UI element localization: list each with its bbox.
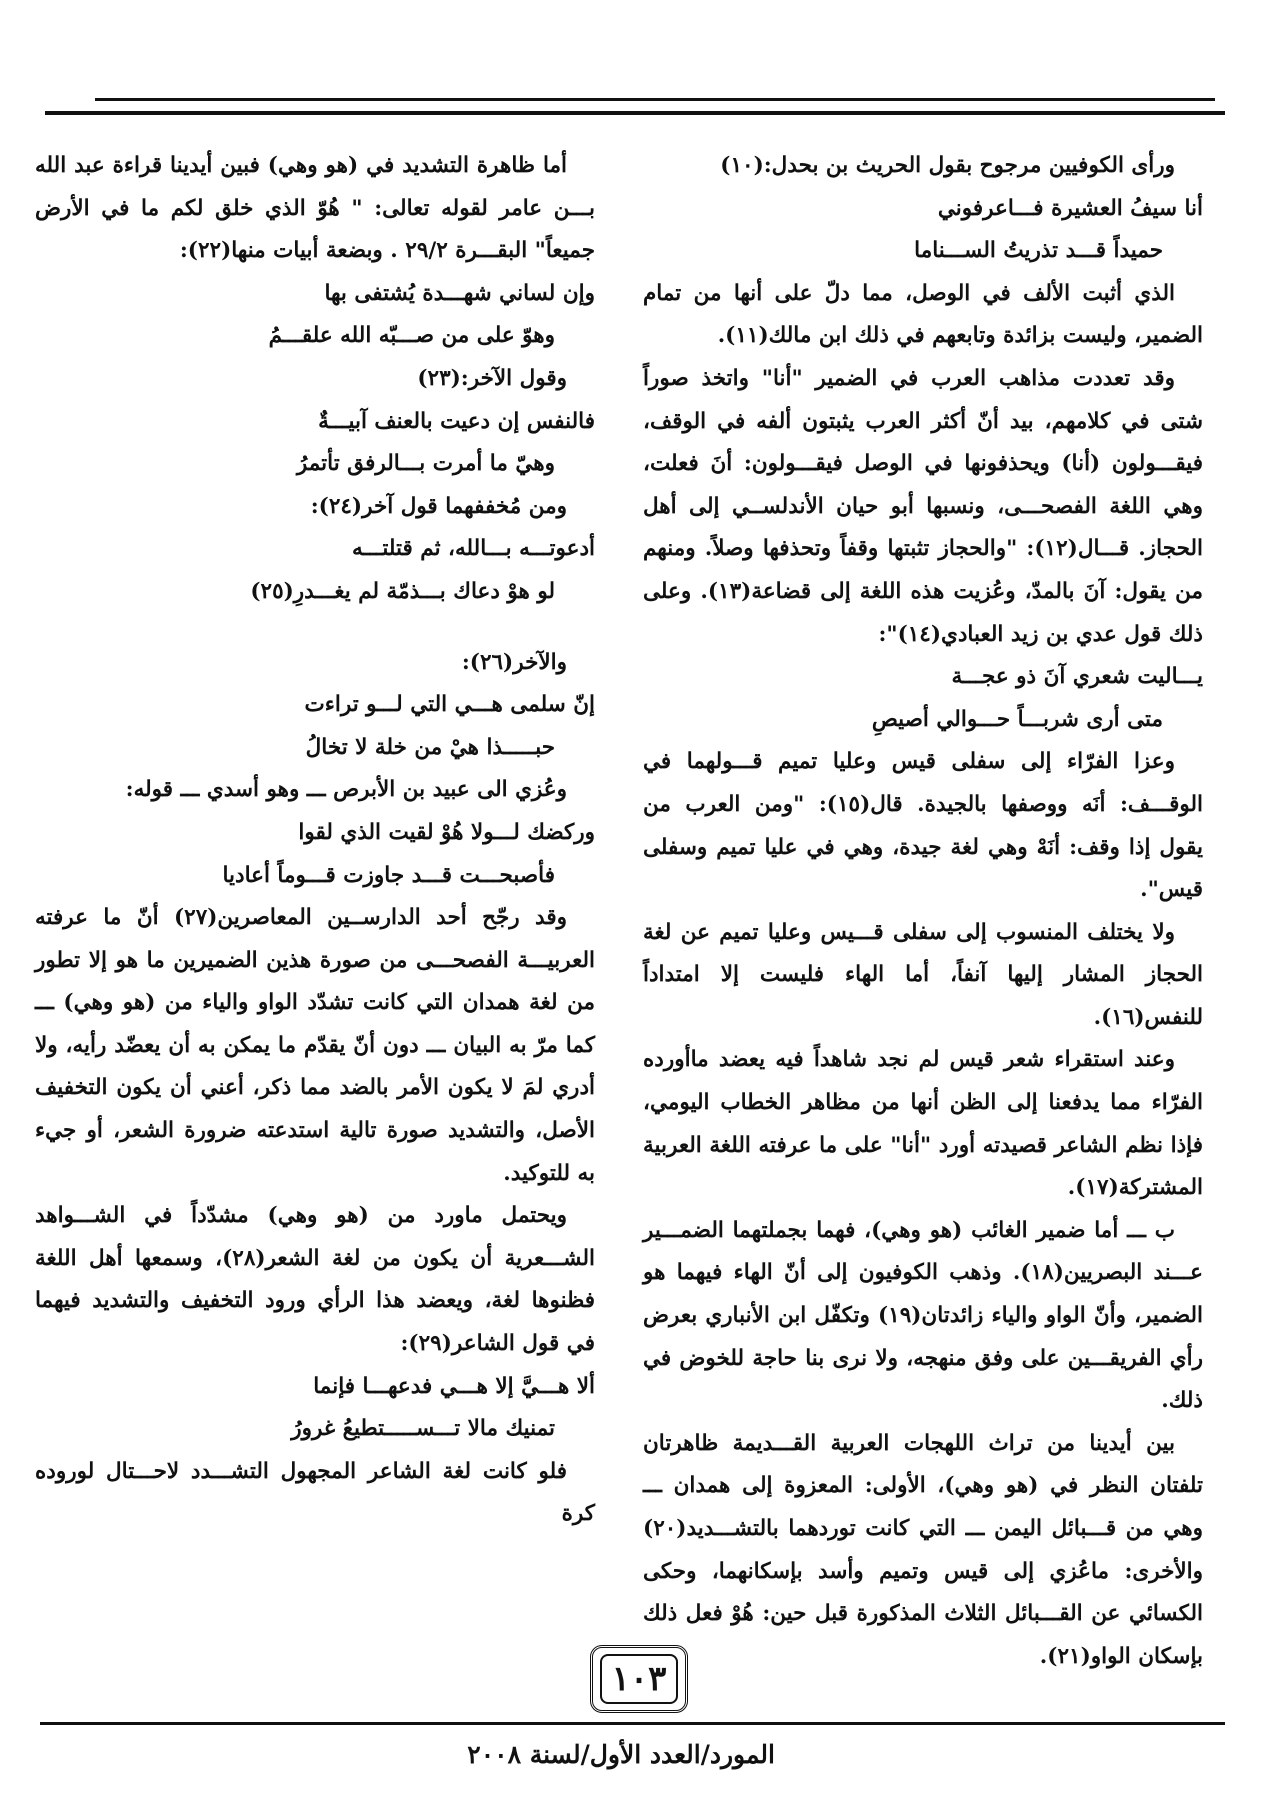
paragraph: ولا يختلف المنسوب إلى سفلى قـــيس وعليا تميم عن لغة الحجاز المشار إليها آنفاً، أما الهاء فليست إلا امتداداً للنفس(١٦). xyxy=(643,919,1203,1030)
header-rule-thick xyxy=(45,111,1225,115)
paragraph: وقد رجّح أحد الدارســين المعاصرين(٢٧) أنّ ما عرفته العربيـــة الفصحـــى من صورة هذين الضميرين ما هو إلا تطور من لغة همدان التي كانت تشدّد الواو والياء من (هو وهي) ـــ كما مرّ به البيان ـــ دون أنّ يقدّم ما يمكن به أن يعضّد رأيه، ولا أدري لمَ لا يكون الأمر بالضد مما ذكر، أعني أن يكون التخفيف الأصل، والتشديد صورة تالية استدعته ضرورة الشعر، أو جيء به للتوكيد. xyxy=(35,905,595,1186)
verse-line: إنّ سلمى هـــي التي لـــو تراءت xyxy=(304,692,595,718)
paragraph: وعُزي الى عبيد بن الأبرص ـــ وهو أسدي ـــ قوله: xyxy=(125,777,567,803)
paragraph: بين أيدينا من تراث اللهجات العربية القـــديمة ظاهرتان تلفتان النظر في (هو وهي)، الأولى: المعزوة إلى همدان ـــ وهي من قـــبائل اليمن ـــ التي كانت توردهما بالتشـــديد(٢٠) والأخرى: ماعُزي إلى قيس وتميم وأسد بإسكانهما، وحكى الكسائي عن القـــبائل الثلاث المذكورة قبل حين: هُوْ فعل ذلك بإسكان الواو(٢١). xyxy=(643,1430,1203,1669)
verse-line: فأصبحـــت قـــد جاوزت قـــوماً أعاديا xyxy=(222,862,555,888)
verse-line: تمنيك مالا تـــســـــتطيعُ غرورُ xyxy=(291,1416,555,1442)
verse-line: حميداً قـــد تذريتُ الســـناما xyxy=(914,238,1163,264)
verse-line: فالنفس إن دعيت بالعنف آبيـــةٌ xyxy=(318,408,595,434)
page-number-box xyxy=(590,1645,688,1713)
verse-line: وهوّ على من صـــبّه الله علقـــمُ xyxy=(268,323,555,349)
paragraph: ب ـــ أما ضمير الغائب (هو وهي)، فهما بجملتهما الضمـــير عـــند البصريين(١٨). وذهب الكوفيون إلى أنّ الهاء فيهما هو الضمير، وأنّ الواو والياء زائدتان(١٩) وتكفّل ابن الأنباري بعرض رأي الفريقـــين على وفق منهجه، ولا نرى بنا حاجة للخوض في ذلك. xyxy=(643,1217,1204,1414)
page-number: ١٠٣ xyxy=(600,1654,679,1704)
paragraph-gap xyxy=(35,614,595,642)
paragraph: وعند استقراء شعر قيس لم نجد شاهداً فيه يعضد ماأورده الفرّاء مما يدفعنا إلى الظن أنها من مظاهر الخطاب اليومي، فإذا نظم الشاعر قصيدته أورد "أنا" على ما عرفته اللغة العربية المشتركة(١٧). xyxy=(643,1047,1203,1201)
verse-line: ألا هـــيَّ إلا هـــي فدعهـــا فإنما xyxy=(313,1373,595,1399)
footer-rule xyxy=(40,1722,1225,1725)
verse-line: وهيّ ما أمرت بـــالرفق تأتمرُ xyxy=(296,451,555,477)
left-text-column xyxy=(35,145,595,1536)
paragraph: فلو كانت لغة الشاعر المجهول التشـــدد لاحـــتال لوروده كرة xyxy=(35,1458,595,1527)
verse-line: وإن لساني شهـــدة يُشتفى بها xyxy=(324,280,595,306)
verse-line: وركضك لـــولا هُوْ لقيت الذي لقوا xyxy=(298,819,595,845)
verse-line: يـــاليت شعري آنَ ذو عجـــة xyxy=(951,664,1203,690)
paragraph: وعزا الفرّاء إلى سفلى قيس وعليا تميم قـــولهما في الوقـــف: أنَه ووصفها بالجيدة. قال(١٥): "ومن العرب من يقول إذا وقف: أنَهْ وهي لغة جيدة، وهي في عليا تميم وسفلى قيس". xyxy=(643,749,1203,903)
paragraph: الذي أثبت الألف في الوصل، مما دلّ على أنها من تمام الضمير، وليست بزائدة وتابعهم في ذلك ابن مالك(١١). xyxy=(643,280,1203,349)
verse-line: أدعوتـــه بـــالله، ثم قتلتـــه xyxy=(352,536,595,562)
verse-line: حبـــــذا هيْ من خلة لا تخالُ xyxy=(305,734,555,760)
verse-line: لو هوْ دعاك بـــذمّة لم يغـــدرِ(٢٥) xyxy=(250,578,555,604)
paragraph: ورأى الكوفيين مرجوح بقول الحريث بن بحدل:(١٠) xyxy=(720,153,1175,178)
verse-line: متى أرى شربـــاً حـــوالي أصيصِ xyxy=(871,706,1163,732)
verse-line: أنا سيفُ العشيرة فـــاعرفوني xyxy=(937,195,1203,221)
paragraph: أما ظاهرة التشديد في (هو وهي) فبين أيدينا قراءة عبد الله بـــن عامر لقوله تعالى: " هُوّ الذي خلق لكم ما في الأرض جميعاً" البقـــرة ٢٩/٢ . وبضعة أبيات منها(٢٢): xyxy=(35,153,595,264)
paragraph: وقد تعددت مذاهب العرب في الضمير "أنا" واتخذ صوراً شتى في كلامهم، بيد أنّ أكثر العرب يثبتون ألفه في الوقف، فيقـــولون (أنا) ويحذفونها في الوصل فيقـــولون: أنَ فعلت، وهي اللغة الفصحـــى، ونسبها أبو حيان الأندلســي إلى أهل الحجاز. قـــال(١٢): "والحجاز تثبتها وقفاً وتحذفها وصلاً. ومنهم من يقول: آنَ بالمدّ، وعُزيت هذه اللغة إلى قضاعة(١٣). وعلى ذلك قول عدي بن زيد العبادي(١٤)": xyxy=(643,365,1204,647)
paragraph: ويحتمل ماورد من (هو وهي) مشدّداً في الشـــواهد الشـــعرية أن يكون من لغة الشعر(٢٨)، وسمعها أهل اللغة فظنوها لغة، ويعضد هذا الرأي ورود التخفيف والتشديد فيهما في قول الشاعر(٢٩): xyxy=(35,1203,595,1357)
paragraph: وقول الآخر:(٢٣) xyxy=(417,365,567,391)
paragraph: والآخر(٢٦): xyxy=(461,649,567,675)
right-text-column xyxy=(643,145,1203,1678)
journal-footer: المورد/العدد الأول/لسنة ٢٠٠٨ xyxy=(467,1740,775,1769)
paragraph: ومن مُخففهما قول آخر(٢٤): xyxy=(310,493,567,519)
header-rule-thin xyxy=(95,98,1215,101)
